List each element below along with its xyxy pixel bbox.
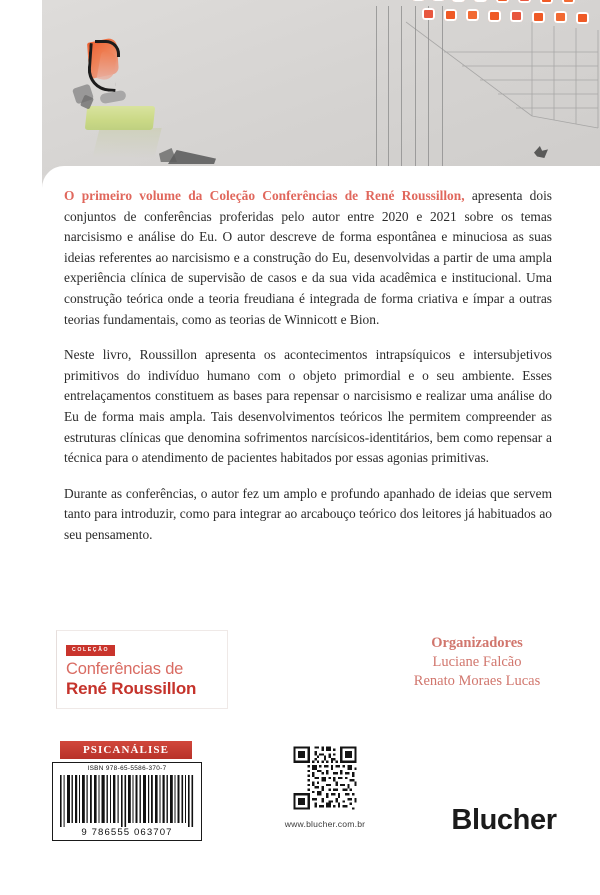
category-badge: PSICANÁLISE xyxy=(60,741,192,759)
hanging-wire xyxy=(442,6,443,168)
organizer-name-2: Renato Moraes Lucas xyxy=(413,673,541,689)
blurb-text xyxy=(64,186,552,546)
website-url[interactable]: www.blucher.com.br xyxy=(284,819,366,829)
blurb-paragraph-1-rest: apresenta dois conjuntos de conferências proferidas pelo autor entre 2020 e 2021 sobre os temas narcisismo e análise do Eu. O autor descreve de forma espontânea e minuciosa as suas ideias referentes ao narcisismo e a construção do Eu, desenvolvidas a partir de uma ampla experiência clínica de supervisão de casos e da sua vida acadêmica e institucional. Uma construção teórica onde a teoria freudiana é integrada de forma criativa e ímpar a outras teorias fundamentais, como as teorias de Winnicott e Bion. xyxy=(64,188,553,327)
isbn-block xyxy=(52,741,212,841)
hanging-wire xyxy=(428,6,429,172)
blurb-paragraph-1 xyxy=(64,186,552,330)
blurb-lead-sentence: O primeiro volume da Coleção Conferências de René Roussillon, xyxy=(64,188,465,203)
content-card xyxy=(42,166,600,895)
organizers-block xyxy=(362,634,592,691)
hanging-wire xyxy=(415,6,416,174)
figure-shadow xyxy=(92,128,161,158)
qr-code-icon[interactable] xyxy=(291,744,359,812)
wire-mesh-panel xyxy=(404,20,600,140)
blurb-paragraph-2: Neste livro, Roussillon apresenta os acontecimentos intrapsíquicos e intersubjetivos primitivos do indivíduo humano com o objeto primordial e o seu ambiente. Esses entrelaçamentos constituem as bases para repensar o narcisismo e realizar uma análise do Eu de forma mais ampla. Tais desenvolvimentos teóricos lhe permitem compreender as estruturas clínicas que denomina sofrimentos narcísicos-identitários, bem como repensar a técnica para o atendimento de pacientes habitados por essas agonias primitivas. xyxy=(64,347,552,466)
figure-green-block xyxy=(85,106,156,130)
artwork-left-margin xyxy=(0,0,42,200)
collection-title-line1: Conferências de xyxy=(66,660,184,678)
hanging-wire xyxy=(401,6,402,174)
blurb-paragraph-3: Durante as conferências, o autor fez um amplo e profundo apanhado de ideias que servem tanto para introduzir, como para integrar ao arcabouço teórico dos leitores já habituados ao seu pensamento. xyxy=(64,485,552,542)
isbn-text: ISBN 978-65-5586-370-7 xyxy=(87,765,167,772)
barcode-number: 9 786555 063707 xyxy=(81,827,173,838)
orange-square-grid xyxy=(370,0,600,28)
qr-block[interactable] xyxy=(265,744,385,829)
collection-badge: COLEÇÃO xyxy=(66,645,115,656)
organizers-heading: Organizadores xyxy=(431,635,523,651)
barcode-icon xyxy=(59,775,197,827)
barcode-box xyxy=(52,762,202,841)
publisher-logo: Blucher xyxy=(451,804,557,836)
collection-title-line2: René Roussillon xyxy=(66,679,197,698)
hanging-wire xyxy=(388,6,389,172)
organizer-name-1: Luciane Falcão xyxy=(432,654,522,670)
hanging-wire xyxy=(376,6,377,170)
collection-logo xyxy=(56,630,228,709)
